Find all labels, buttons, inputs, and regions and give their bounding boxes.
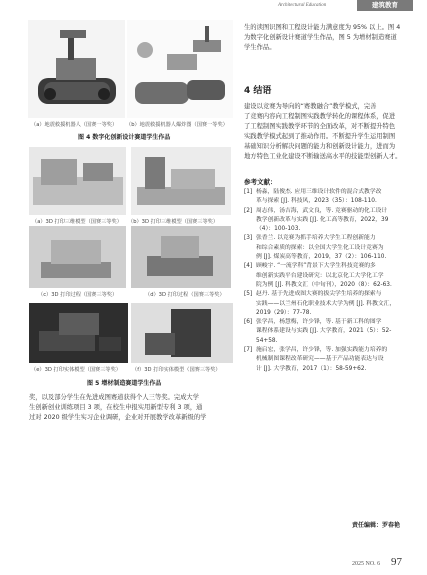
text-line: 学生作品。 — [244, 44, 276, 51]
responsible-editor: 责任编辑：罗春艳 — [352, 522, 401, 529]
text-line: 建设以竞赛为导向的“赛教融合”教学模式，完善 — [244, 103, 377, 110]
reference-line: 赵丹. 基于先进成图大赛的拔尖学生培养的探索与 — [256, 291, 382, 298]
reference-item — [244, 346, 414, 374]
figure-5e-printed-model — [29, 303, 128, 363]
text-line: 了竞赛内容向工程制图实践教学转化的课程体系，促进 — [244, 113, 396, 120]
text-line: 奖，以及部分学生在先进成图赛道获得个人三等奖。完成大学 — [29, 394, 200, 401]
issue-label: 2025 NO. 6 — [352, 561, 381, 567]
figure-5c-caption: （c）3D 打印过程（国赛三等奖） — [38, 292, 118, 298]
figure-4b-exploded-view — [127, 20, 233, 118]
reference-line: 例 [J]. 煤炭高等教育，2019，37（2）：106-110. — [256, 254, 387, 261]
figure-5a-caption: （a）3D 打印三维模型（国赛三等奖） — [32, 219, 122, 225]
reference-number: [7] — [244, 347, 253, 354]
figure-5c-printing-process — [29, 226, 126, 288]
page-number: 97 — [391, 556, 402, 568]
reference-number: [5] — [244, 291, 253, 298]
figure-4b-caption: （b）地震救援机器人爆炸图（国赛一等奖） — [126, 122, 228, 128]
reference-item — [244, 188, 414, 207]
text-line: 地方特色工业化建设不断输送高水平的技能型创新人才。 — [244, 153, 402, 160]
figure-5d-caption: （d）3D 打印过程（国赛三等奖） — [145, 292, 225, 298]
reference-line: 维创新实践平台建设研究：以北京化工大学化工学 — [256, 272, 384, 279]
reference-line: 院为例 [J]. 科教文汇（中旬刊），2020（8）：62-63. — [256, 281, 392, 288]
section-tag: 建筑教育 — [357, 0, 413, 11]
reference-number: [3] — [244, 235, 253, 242]
text-line: 基础知识分析解决问题的能力和创新设计能力，进而为 — [244, 143, 396, 150]
reference-line: 张香兰. 以竞赛为抓手培养大学生工程创新能力 — [256, 235, 376, 242]
figure-4-title: 图 4 数字化创新设计赛道学生作品 — [78, 134, 171, 141]
figure-5b-caption: （b）3D 打印三维模型（国赛三等奖） — [128, 219, 219, 225]
reference-number: [2] — [244, 207, 253, 214]
reference-line: 计 [J]. 大学教育，2017（1）：58-59+62. — [256, 365, 367, 372]
left-body-text — [29, 393, 206, 423]
figure-5e-caption: （e）3D 打印实体模型（国赛三等奖） — [31, 367, 121, 373]
text-line: 生创新创业训练项目 3 项，在校生申报实用新型专利 3 项，通 — [29, 404, 203, 411]
text-line: 实践教学模式起到了推动作用。不断提升学生运用制图 — [244, 133, 396, 140]
figure-4a-robot-photo — [28, 20, 125, 118]
figure-5f-printed-model — [131, 303, 233, 363]
conclusion-text — [244, 102, 401, 162]
reference-line: 施启宏，张学昌，许少锋，等. 加强实践能力培养的 — [256, 347, 388, 354]
figure-5d-printing-process — [131, 226, 231, 288]
text-line: 了工程制图实践教学环节的全面改革，对不断提升特色 — [244, 123, 396, 130]
reference-line: 周志伟，汤吉海，武文良，等. 竞赛驱动的化工设计 — [256, 207, 388, 214]
references-heading: 参考文献： — [244, 178, 277, 186]
reference-number: [4] — [244, 263, 253, 270]
reference-item — [244, 318, 414, 346]
reference-line: 和综合素质的探索：以全国大学生化工设计竞赛为 — [256, 244, 384, 251]
reference-item — [244, 262, 414, 290]
figure-5-title: 图 5 增材制造赛道学生作品 — [87, 380, 162, 387]
text-line: 过对 2020 级学生实习企业调研，企业对开展教学改革新级的学 — [29, 414, 207, 421]
reference-number: [1] — [244, 189, 253, 195]
reference-line: 课程体系建设与实践 [J]. 大学教育，2021（5）：52- — [256, 328, 392, 335]
reference-line: 杨淼，陆俊杰. 应用三维设计软件的混合式教学改 — [256, 189, 382, 195]
reference-line: 教学创新改革与实践 [J]. 化工高等教育，2022，39 — [256, 216, 389, 223]
reference-list — [244, 188, 414, 374]
reference-line: 2019（29）：77-78. — [256, 309, 312, 316]
text-line: 为数字化创新设计赛道学生作品，图 5 为增材制造赛道 — [244, 34, 397, 41]
reference-line: 54+58. — [256, 337, 278, 344]
figure-4a-caption: （a）地震救援机器人（国赛一等奖） — [31, 122, 118, 128]
figure-5f-caption: （f）3D 打印实体模型（国赛三等奖） — [132, 367, 221, 373]
conclusion-heading: 4 结语 — [244, 86, 272, 96]
reference-number: [6] — [244, 319, 253, 326]
reference-line: （4）：100-103. — [256, 226, 301, 233]
reference-line: 革与探索 [J]. 科技风，2023（35）：108-110. — [256, 198, 377, 205]
reference-line: 机械制图课程改革研究——基于产品功能表达与设 — [256, 356, 384, 363]
reference-item — [244, 290, 414, 318]
right-body-text — [244, 23, 400, 53]
reference-line: 实践——以兰州石化职业技术大学为例 [J]. 科教文汇， — [256, 300, 396, 307]
journal-name-en: Architectural Education — [278, 3, 327, 8]
reference-item — [244, 207, 414, 235]
figure-5a-3d-model — [29, 147, 126, 215]
reference-line: 顾峻宇. “一流学科”背景下大学生科技竞赛的多 — [256, 263, 376, 270]
reference-item — [244, 234, 414, 262]
reference-line: 张学昌，杨慧梅，许少锋，等. 基于新工科的图学 — [256, 319, 382, 326]
text-line: 生的读图识图和工程设计能力满意度为 95% 以上。图 4 — [244, 24, 401, 31]
figure-5b-3d-model — [131, 147, 231, 215]
